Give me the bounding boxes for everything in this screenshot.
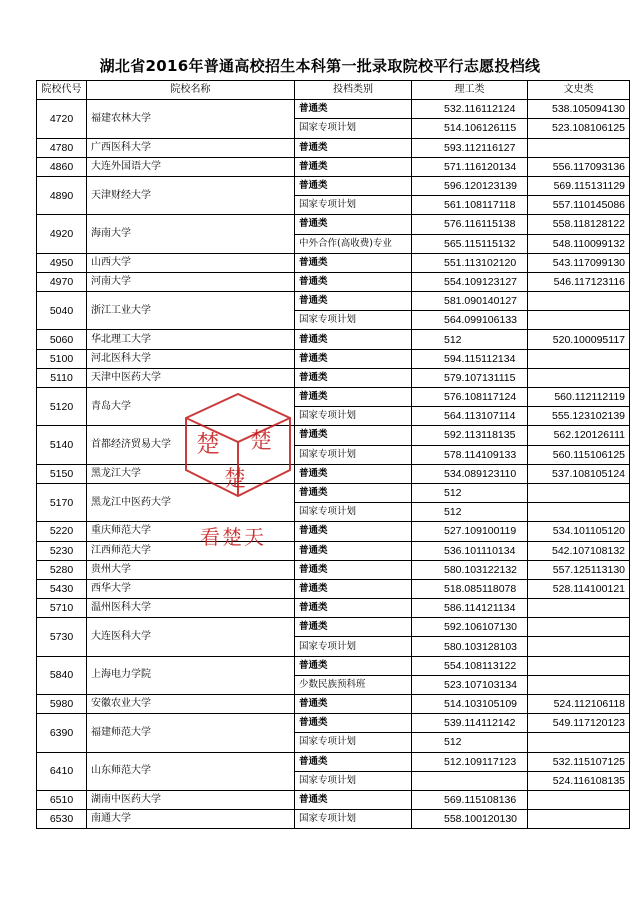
science-score-cell: 561.108117118 [412,196,528,215]
school-name-cell: 南通大学 [87,810,295,829]
science-score-cell: 518.085118078 [412,579,528,598]
school-code-cell: 5840 [37,656,87,694]
liberal-arts-score-cell: 557.110145086 [528,196,630,215]
table-row [37,368,630,387]
school-name-cell: 大连外国语大学 [87,157,295,176]
admission-type-cell: 普通类 [295,176,412,195]
seal-stamp-icon [178,390,298,500]
school-code-cell: 6510 [37,790,87,809]
school-code-cell: 5120 [37,388,87,426]
school-name-cell: 青岛大学 [87,388,295,426]
table-row [37,714,630,733]
science-score-cell: 554.108113122 [412,656,528,675]
admission-type-cell: 普通类 [295,560,412,579]
admission-type-cell: 普通类 [295,138,412,157]
school-name-cell: 湖南中医药大学 [87,790,295,809]
admission-type-cell: 中外合作(高收费)专业 [295,234,412,253]
table-row [37,330,630,349]
table-row [37,138,630,157]
school-name-cell: 重庆师范大学 [87,522,295,541]
admission-type-cell: 普通类 [295,483,412,502]
school-name-cell: 天津财经大学 [87,176,295,214]
table-row [37,560,630,579]
liberal-arts-score-cell: 523.108106125 [528,119,630,138]
liberal-arts-score-cell: 560.115106125 [528,445,630,464]
school-name-cell: 华北理工大学 [87,330,295,349]
school-code-cell: 4860 [37,157,87,176]
school-code-cell: 5710 [37,599,87,618]
science-score-cell: 564.113107114 [412,407,528,426]
science-score-cell: 534.089123110 [412,464,528,483]
admission-type-cell: 普通类 [295,752,412,771]
science-score-cell: 532.116112124 [412,100,528,119]
school-name-cell: 上海电力学院 [87,656,295,694]
liberal-arts-score-cell: 557.125113130 [528,560,630,579]
liberal-arts-score-cell: 543.117099130 [528,253,630,272]
header-sci: 理工类 [412,81,528,100]
liberal-arts-score-cell [528,675,630,694]
science-score-cell: 576.116115138 [412,215,528,234]
admission-type-cell: 国家专项计划 [295,771,412,790]
liberal-arts-score-cell: 524.116108135 [528,771,630,790]
admission-type-cell: 国家专项计划 [295,119,412,138]
liberal-arts-score-cell: 538.105094130 [528,100,630,119]
school-name-cell: 西华大学 [87,579,295,598]
liberal-arts-score-cell: 542.107108132 [528,541,630,560]
liberal-arts-score-cell [528,637,630,656]
science-score-cell: 558.100120130 [412,810,528,829]
liberal-arts-score-cell: 524.112106118 [528,695,630,714]
table-row [37,483,630,502]
admission-type-cell: 普通类 [295,253,412,272]
table-row [37,349,630,368]
admission-type-cell: 普通类 [295,388,412,407]
school-name-cell: 海南大学 [87,215,295,253]
page-title: 湖北省2016年普通高校招生本科第一批录取院校平行志愿投档线 [99,57,541,75]
liberal-arts-score-cell: 534.101105120 [528,522,630,541]
admission-type-cell: 国家专项计划 [295,637,412,656]
school-code-cell: 5170 [37,483,87,521]
table-row [37,579,630,598]
admission-type-cell: 普通类 [295,541,412,560]
table-row [37,100,630,119]
admission-type-cell: 普通类 [295,714,412,733]
header-type: 投档类别 [295,81,412,100]
admission-type-cell: 普通类 [295,100,412,119]
table-row [37,752,630,771]
table-row [37,618,630,637]
science-score-cell: 576.108117124 [412,388,528,407]
science-score-cell [412,771,528,790]
seal-char-right: 楚 [250,429,273,454]
liberal-arts-score-cell [528,656,630,675]
science-score-cell: 527.109100119 [412,522,528,541]
seal-char-left: 楚 [196,430,220,458]
science-score-cell: 523.107103134 [412,675,528,694]
admission-type-cell: 普通类 [295,215,412,234]
school-code-cell: 5150 [37,464,87,483]
liberal-arts-score-cell: 532.115107125 [528,752,630,771]
admission-type-cell: 普通类 [295,522,412,541]
table-row [37,656,630,675]
school-name-cell: 天津中医药大学 [87,368,295,387]
liberal-arts-score-cell [528,349,630,368]
table-row [37,522,630,541]
watermark-text: 看楚天 [200,525,266,549]
science-score-cell: 592.113118135 [412,426,528,445]
table-row [37,215,630,234]
science-score-cell: 512 [412,503,528,522]
header-name: 院校名称 [87,81,295,100]
science-score-cell: 514.103105109 [412,695,528,714]
admission-type-cell: 国家专项计划 [295,810,412,829]
science-score-cell: 536.101110134 [412,541,528,560]
science-score-cell: 580.103128103 [412,637,528,656]
admission-type-cell: 普通类 [295,695,412,714]
admission-table [36,80,630,829]
school-name-cell: 黑龙江大学 [87,464,295,483]
liberal-arts-score-cell: 555.123102139 [528,407,630,426]
school-code-cell: 4950 [37,253,87,272]
liberal-arts-score-cell [528,503,630,522]
school-code-cell: 5110 [37,368,87,387]
table-row [37,388,630,407]
table-row [37,790,630,809]
school-code-cell: 4780 [37,138,87,157]
school-name-cell: 山西大学 [87,253,295,272]
table-row [37,272,630,291]
school-code-cell: 4970 [37,272,87,291]
liberal-arts-score-cell: 528.114100121 [528,579,630,598]
school-name-cell: 广西医科大学 [87,138,295,157]
liberal-arts-score-cell: 569.115131129 [528,176,630,195]
liberal-arts-score-cell: 537.108105124 [528,464,630,483]
admission-type-cell: 国家专项计划 [295,196,412,215]
table-row [37,541,630,560]
school-code-cell: 4720 [37,100,87,138]
science-score-cell: 564.099106133 [412,311,528,330]
school-code-cell: 5060 [37,330,87,349]
liberal-arts-score-cell [528,599,630,618]
school-code-cell: 5140 [37,426,87,464]
table-row [37,176,630,195]
science-score-cell: 512 [412,733,528,752]
liberal-arts-score-cell [528,790,630,809]
school-name-cell: 安徽农业大学 [87,695,295,714]
science-score-cell: 514.106126115 [412,119,528,138]
header-lib: 文史类 [528,81,630,100]
school-name-cell: 山东师范大学 [87,752,295,790]
header-code: 院校代号 [37,81,87,100]
science-score-cell: 512.109117123 [412,752,528,771]
science-score-cell: 571.116120134 [412,157,528,176]
admission-type-cell: 普通类 [295,599,412,618]
admission-type-cell: 少数民族预科班 [295,675,412,694]
school-code-cell: 5040 [37,292,87,330]
admission-type-cell: 普通类 [295,157,412,176]
school-name-cell: 福建农林大学 [87,100,295,138]
seal-char-bottom: 楚 [224,467,247,492]
admission-type-cell: 国家专项计划 [295,445,412,464]
liberal-arts-score-cell: 562.120126111 [528,426,630,445]
science-score-cell: 594.115112134 [412,349,528,368]
admission-type-cell: 普通类 [295,656,412,675]
science-score-cell: 579.107131115 [412,368,528,387]
liberal-arts-score-cell [528,138,630,157]
school-code-cell: 6530 [37,810,87,829]
science-score-cell: 596.120123139 [412,176,528,195]
liberal-arts-score-cell [528,810,630,829]
liberal-arts-score-cell: 549.117120123 [528,714,630,733]
table-row [37,253,630,272]
science-score-cell: 578.114109133 [412,445,528,464]
school-code-cell: 5230 [37,541,87,560]
admission-type-cell: 普通类 [295,618,412,637]
school-name-cell: 大连医科大学 [87,618,295,656]
school-code-cell: 5220 [37,522,87,541]
admission-type-cell: 国家专项计划 [295,503,412,522]
science-score-cell: 565.115115132 [412,234,528,253]
school-name-cell: 河北医科大学 [87,349,295,368]
science-score-cell: 512 [412,483,528,502]
table-row [37,157,630,176]
table-row [37,426,630,445]
science-score-cell: 512 [412,330,528,349]
science-score-cell: 581.090140127 [412,292,528,311]
liberal-arts-score-cell [528,311,630,330]
admission-type-cell: 国家专项计划 [295,407,412,426]
liberal-arts-score-cell: 548.110099132 [528,234,630,253]
science-score-cell: 580.103122132 [412,560,528,579]
table-body [37,100,630,829]
science-score-cell: 586.114121134 [412,599,528,618]
table-row [37,810,630,829]
admission-type-cell: 普通类 [295,790,412,809]
science-score-cell: 593.112116127 [412,138,528,157]
school-name-cell: 黑龙江中医药大学 [87,483,295,521]
table-row [37,599,630,618]
admission-type-cell: 普通类 [295,272,412,291]
liberal-arts-score-cell [528,483,630,502]
school-name-cell: 温州医科大学 [87,599,295,618]
admission-type-cell: 普通类 [295,330,412,349]
liberal-arts-score-cell: 520.100095117 [528,330,630,349]
school-name-cell: 浙江工业大学 [87,292,295,330]
school-code-cell: 6390 [37,714,87,752]
school-code-cell: 5430 [37,579,87,598]
liberal-arts-score-cell [528,618,630,637]
school-code-cell: 5100 [37,349,87,368]
school-code-cell: 6410 [37,752,87,790]
science-score-cell: 551.113102120 [412,253,528,272]
school-code-cell: 4890 [37,176,87,214]
school-name-cell: 河南大学 [87,272,295,291]
liberal-arts-score-cell: 556.117093136 [528,157,630,176]
table-row [37,695,630,714]
admission-type-cell: 普通类 [295,464,412,483]
school-name-cell: 贵州大学 [87,560,295,579]
liberal-arts-score-cell: 546.117123116 [528,272,630,291]
table-row [37,292,630,311]
science-score-cell: 539.114112142 [412,714,528,733]
school-code-cell: 5280 [37,560,87,579]
school-name-cell: 福建师范大学 [87,714,295,752]
liberal-arts-score-cell [528,733,630,752]
science-score-cell: 569.115108136 [412,790,528,809]
admission-type-cell: 普通类 [295,349,412,368]
header-row [37,81,630,100]
liberal-arts-score-cell [528,368,630,387]
school-code-cell: 5730 [37,618,87,656]
school-name-cell: 江西师范大学 [87,541,295,560]
admission-type-cell: 国家专项计划 [295,733,412,752]
admission-type-cell: 普通类 [295,292,412,311]
science-score-cell: 592.106107130 [412,618,528,637]
admission-type-cell: 普通类 [295,368,412,387]
school-code-cell: 5980 [37,695,87,714]
school-name-cell: 首都经济贸易大学 [87,426,295,464]
admission-type-cell: 普通类 [295,426,412,445]
admission-type-cell: 国家专项计划 [295,311,412,330]
science-score-cell: 554.109123127 [412,272,528,291]
admission-type-cell: 普通类 [295,579,412,598]
liberal-arts-score-cell: 558.118128122 [528,215,630,234]
table-row [37,464,630,483]
school-code-cell: 4920 [37,215,87,253]
liberal-arts-score-cell: 560.112112119 [528,388,630,407]
liberal-arts-score-cell [528,292,630,311]
